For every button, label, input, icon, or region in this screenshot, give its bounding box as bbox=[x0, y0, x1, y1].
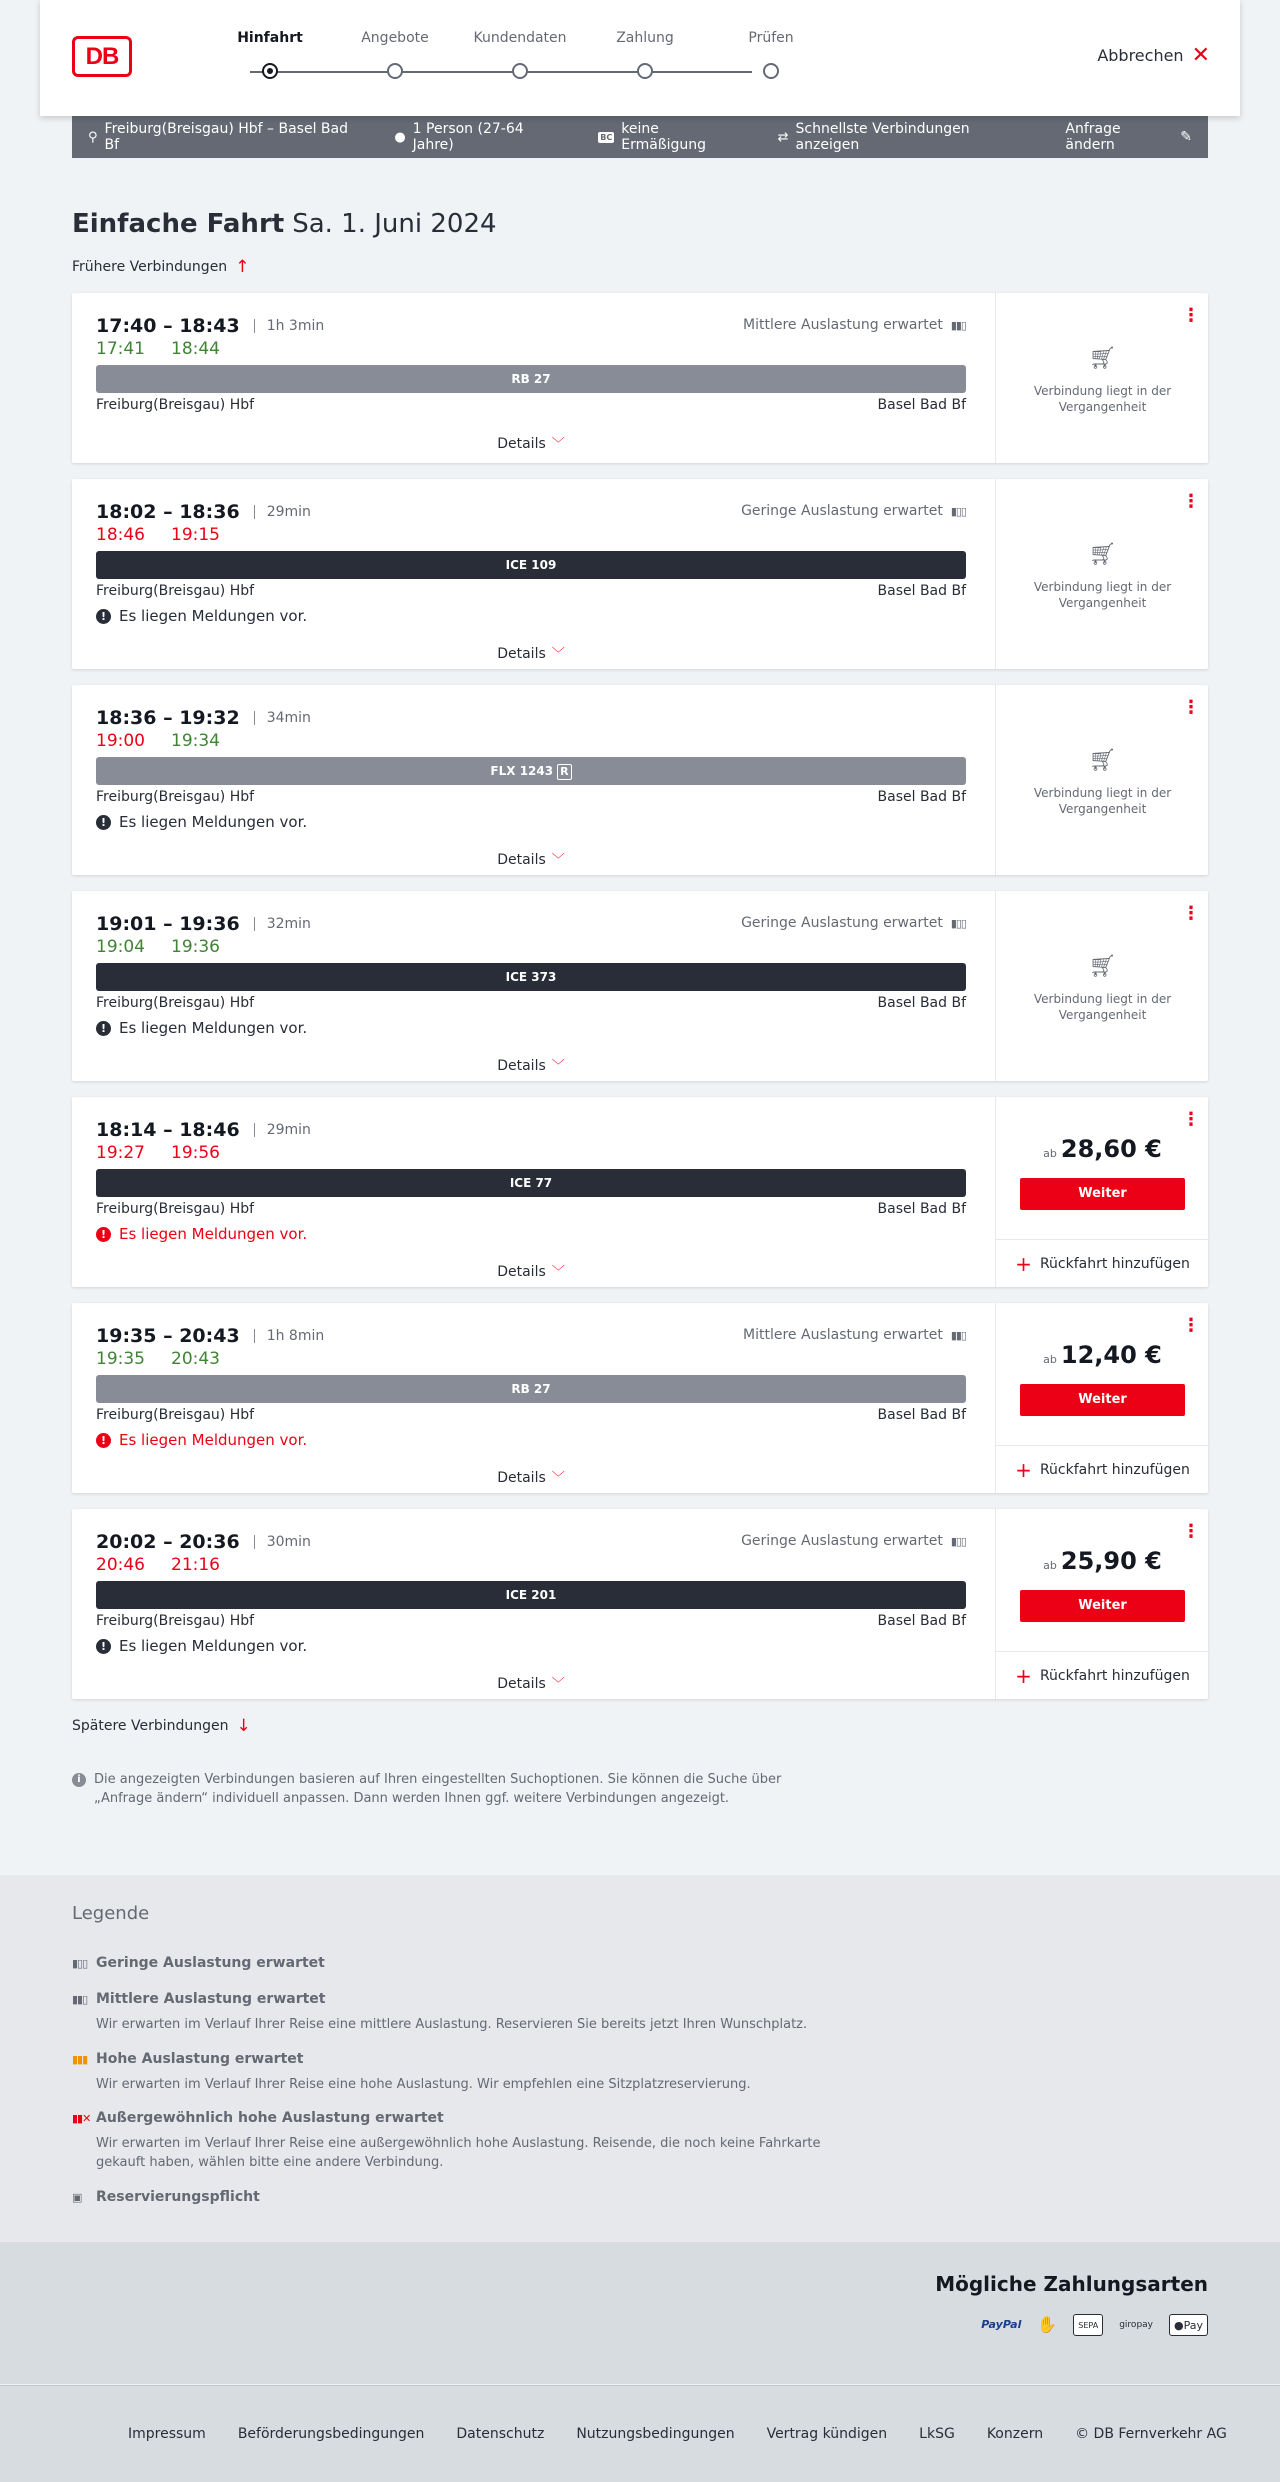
more-options-icon[interactable]: ⋮ bbox=[1182, 697, 1200, 718]
realtime-arrival: 20:43 bbox=[171, 1349, 220, 1369]
offer-panel bbox=[995, 293, 1208, 463]
realtime-times bbox=[96, 937, 220, 957]
more-options-icon[interactable]: ⋮ bbox=[1182, 305, 1200, 326]
train-bar[interactable]: ICE 201 bbox=[96, 1581, 966, 1609]
connection-info bbox=[96, 1303, 966, 1493]
connection-info bbox=[96, 685, 966, 875]
continue-button[interactable]: Weiter bbox=[1020, 1384, 1185, 1416]
low-load-icon: ▮▯▯ bbox=[72, 1956, 88, 1970]
chevron-down-icon: ﹀ bbox=[551, 853, 565, 868]
realtime-times bbox=[96, 1349, 220, 1369]
offer-panel bbox=[995, 1303, 1208, 1493]
destination-station: Basel Bad Bf bbox=[877, 397, 966, 413]
connection-card bbox=[72, 1303, 1208, 1493]
discount-summary: BC keine Ermäßigung bbox=[600, 121, 707, 153]
occupancy-info: Mittlere Auslastung erwartet ▮▮▯ bbox=[743, 317, 966, 333]
cart-unavailable-icon: 🛒︎ bbox=[1088, 346, 1117, 371]
add-return-button[interactable]: + Rückfahrt hinzufügen bbox=[996, 1445, 1209, 1493]
footer-link-konzern[interactable]: Konzern bbox=[986, 2426, 1044, 2442]
connection-card bbox=[72, 293, 1208, 463]
footer-link-datenschutz[interactable]: Datenschutz bbox=[456, 2426, 545, 2442]
origin-station: Freiburg(Breisgau) Hbf bbox=[96, 1613, 255, 1629]
details-toggle[interactable]: Details ﹀ bbox=[497, 646, 565, 662]
realtime-departure: 19:27 bbox=[96, 1143, 145, 1163]
message-notice[interactable]: ! Es liegen Meldungen vor. bbox=[96, 607, 307, 625]
step-dot-icon bbox=[262, 63, 278, 79]
message-notice[interactable]: ! Es liegen Meldungen vor. bbox=[96, 1637, 307, 1655]
duration: 30min bbox=[266, 1534, 311, 1550]
past-connection-note: 🛒︎ Verbindung liegt in der Vergangenheit bbox=[996, 547, 1209, 611]
applepay-icon: ●Pay bbox=[1169, 2314, 1208, 2336]
continue-button[interactable]: Weiter bbox=[1020, 1590, 1185, 1622]
step-dot-icon bbox=[387, 63, 403, 79]
alert-icon: ! bbox=[96, 1021, 111, 1036]
realtime-departure: 19:00 bbox=[96, 731, 145, 751]
progress-stepper bbox=[210, 28, 794, 88]
connection-info bbox=[96, 891, 966, 1081]
past-connection-note: 🛒︎ Verbindung liegt in der Vergangenheit bbox=[996, 753, 1209, 817]
scheduled-times: 18:14 – 18:46 29min bbox=[96, 1119, 311, 1141]
realtime-arrival: 19:56 bbox=[171, 1143, 220, 1163]
swap-arrows-icon: ⇄ bbox=[777, 129, 789, 145]
details-toggle[interactable]: Details ﹀ bbox=[497, 1264, 565, 1280]
realtime-times bbox=[96, 731, 220, 751]
db-logo[interactable]: DB bbox=[72, 36, 132, 77]
legend-item-low: ▮▯▯ Geringe Auslastung erwartet bbox=[72, 1955, 325, 1971]
footer-links bbox=[128, 2426, 1227, 2442]
scheduled-times: 18:02 – 18:36 29min bbox=[96, 501, 311, 523]
footer-link-lksg[interactable]: LkSG bbox=[919, 2426, 955, 2442]
sepa-icon: SEPA bbox=[1073, 2314, 1103, 2336]
scheduled-times: 19:35 – 20:43 1h 8min bbox=[96, 1325, 325, 1347]
duration: 32min bbox=[266, 916, 311, 932]
alert-icon: ! bbox=[96, 1433, 111, 1448]
realtime-times bbox=[96, 1143, 220, 1163]
realtime-times bbox=[96, 1555, 220, 1575]
card-tap-icon: ✋ bbox=[1037, 2315, 1058, 2334]
step-pruefen: Prüfen bbox=[711, 28, 831, 79]
origin-station: Freiburg(Breisgau) Hbf bbox=[96, 995, 255, 1011]
connection-card bbox=[72, 685, 1208, 875]
occupancy-info: Geringe Auslastung erwartet ▮▯▯ bbox=[741, 915, 966, 931]
footer bbox=[0, 2385, 1280, 2482]
footer-link-befoerderungsbedingungen[interactable]: Beförderungsbedingungen bbox=[237, 2426, 425, 2442]
offer-panel bbox=[995, 479, 1208, 669]
offer-panel bbox=[995, 891, 1208, 1081]
continue-button[interactable]: Weiter bbox=[1020, 1178, 1185, 1210]
destination-station: Basel Bad Bf bbox=[877, 995, 966, 1011]
offer-panel bbox=[995, 685, 1208, 875]
connection-card bbox=[72, 479, 1208, 669]
message-notice[interactable]: ! Es liegen Meldungen vor. bbox=[96, 1431, 307, 1449]
legend-item-reservation: ▣ Reservierungspflicht bbox=[72, 2189, 260, 2205]
connection-info bbox=[96, 293, 966, 463]
origin-station: Freiburg(Breisgau) Hbf bbox=[96, 789, 255, 805]
duration: 34min bbox=[266, 710, 311, 726]
scheduled-times: 18:36 – 19:32 34min bbox=[96, 707, 311, 729]
pencil-icon: ✎ bbox=[1180, 129, 1192, 145]
info-icon: i bbox=[72, 1773, 86, 1787]
details-toggle[interactable]: Details ﹀ bbox=[497, 852, 565, 868]
offer-panel bbox=[995, 1097, 1208, 1287]
legend-title: Legende bbox=[72, 1903, 150, 1924]
reservation-required-icon: ▣ bbox=[72, 2190, 82, 2204]
duration: 1h 3min bbox=[266, 318, 325, 334]
more-options-icon[interactable]: ⋮ bbox=[1182, 903, 1200, 924]
chevron-down-icon: ﹀ bbox=[551, 1265, 565, 1280]
scheduled-times: 17:40 – 18:43 1h 3min bbox=[96, 315, 325, 337]
scheduled-times: 19:01 – 19:36 32min bbox=[96, 913, 311, 935]
cancel-button[interactable] bbox=[1097, 42, 1210, 68]
stations bbox=[96, 1407, 966, 1423]
occupancy-info: Geringe Auslastung erwartet ▮▯▯ bbox=[741, 503, 966, 519]
reservation-required-icon: R bbox=[557, 764, 571, 780]
occupancy-icon: ▮▮▯ bbox=[950, 318, 966, 332]
realtime-departure: 19:04 bbox=[96, 937, 145, 957]
destination-station: Basel Bad Bf bbox=[877, 1201, 966, 1217]
step-dot-icon bbox=[512, 63, 528, 79]
realtime-arrival: 19:34 bbox=[171, 731, 220, 751]
later-connections-link[interactable]: Spätere Verbindungen ↓ bbox=[72, 1716, 251, 1736]
route-summary: ⚲ Freiburg(Breisgau) Hbf – Basel Bad Bf bbox=[88, 121, 348, 153]
chevron-down-icon: ﹀ bbox=[551, 1059, 565, 1074]
high-load-icon: ▮▮▮ bbox=[72, 2052, 88, 2066]
more-options-icon[interactable]: ⋮ bbox=[1182, 1109, 1200, 1130]
destination-station: Basel Bad Bf bbox=[877, 583, 966, 599]
more-options-icon[interactable]: ⋮ bbox=[1182, 1315, 1200, 1336]
edit-request-button[interactable]: Anfrage ändern ✎ bbox=[1065, 121, 1192, 153]
apple-icon: ● bbox=[1174, 2319, 1184, 2332]
payment-icons bbox=[981, 2314, 1208, 2336]
info-note: i Die angezeigten Verbindungen basieren auf Ihren eingestellten Suchoptionen. Sie können die Suche über „Anfrage ändern“ individuell anpassen. Dann werden Ihnen ggf. weitere Verbindungen angezeigt. bbox=[72, 1770, 842, 1808]
price: ab 28,60 € bbox=[1043, 1135, 1162, 1163]
origin-station: Freiburg(Breisgau) Hbf bbox=[96, 1407, 255, 1423]
more-options-icon[interactable]: ⋮ bbox=[1182, 1521, 1200, 1542]
stations bbox=[96, 1201, 966, 1217]
chevron-down-icon: ﹀ bbox=[551, 437, 565, 452]
plus-icon: + bbox=[1015, 1251, 1032, 1276]
search-summary-bar bbox=[72, 116, 1208, 158]
occupancy-info: Geringe Auslastung erwartet ▮▯▯ bbox=[741, 1533, 966, 1549]
step-zahlung: Zahlung bbox=[585, 28, 705, 79]
cart-unavailable-icon: 🛒︎ bbox=[1088, 748, 1117, 773]
chevron-down-icon: ﹀ bbox=[551, 647, 565, 662]
add-return-button[interactable]: + Rückfahrt hinzufügen bbox=[996, 1239, 1209, 1287]
alert-icon: ! bbox=[96, 815, 111, 830]
passenger-summary: ● 1 Person (27-64 Jahre) bbox=[394, 121, 524, 153]
occupancy-icon: ▮▯▯ bbox=[950, 1534, 966, 1548]
paypal-icon: PayPal bbox=[981, 2318, 1022, 2331]
bahncard-icon: BC bbox=[600, 132, 613, 142]
location-pin-icon: ⚲ bbox=[88, 129, 98, 145]
destination-station: Basel Bad Bf bbox=[877, 1407, 966, 1423]
alert-icon: ! bbox=[96, 1639, 111, 1654]
chevron-down-icon: ﹀ bbox=[551, 1677, 565, 1692]
extreme-load-icon: ▮▮✕ bbox=[72, 2111, 91, 2125]
stations bbox=[96, 1613, 966, 1629]
footer-link-vertrag-kuendigen[interactable]: Vertrag kündigen bbox=[766, 2426, 888, 2442]
train-bar[interactable]: ICE 77 bbox=[96, 1169, 966, 1197]
realtime-departure: 20:46 bbox=[96, 1555, 145, 1575]
stations bbox=[96, 789, 966, 805]
plus-icon: + bbox=[1015, 1457, 1032, 1482]
realtime-arrival: 19:15 bbox=[171, 525, 220, 545]
cart-unavailable-icon: 🛒︎ bbox=[1088, 954, 1117, 979]
add-return-button[interactable]: + Rückfahrt hinzufügen bbox=[996, 1651, 1209, 1699]
connection-card bbox=[72, 891, 1208, 1081]
step-dot-icon bbox=[637, 63, 653, 79]
step-hinfahrt: Hinfahrt bbox=[210, 28, 330, 79]
offer-panel bbox=[995, 1509, 1208, 1699]
plus-icon: + bbox=[1015, 1663, 1032, 1688]
medium-load-icon: ▮▮▯ bbox=[72, 1992, 88, 2006]
connection-card bbox=[72, 1097, 1208, 1287]
arrow-down-icon: ↓ bbox=[236, 1716, 251, 1736]
stations bbox=[96, 583, 966, 599]
alert-icon: ! bbox=[96, 1227, 111, 1242]
occupancy-info: Mittlere Auslastung erwartet ▮▮▯ bbox=[743, 1327, 966, 1343]
connection-card bbox=[72, 1509, 1208, 1699]
person-icon: ● bbox=[394, 129, 406, 145]
price: ab 25,90 € bbox=[1043, 1547, 1162, 1575]
origin-station: Freiburg(Breisgau) Hbf bbox=[96, 583, 255, 599]
price: ab 12,40 € bbox=[1043, 1341, 1162, 1369]
details-toggle[interactable]: Details ﹀ bbox=[497, 1470, 565, 1486]
details-toggle[interactable]: Details ﹀ bbox=[497, 1058, 565, 1074]
origin-station: Freiburg(Breisgau) Hbf bbox=[96, 1201, 255, 1217]
message-notice[interactable]: ! Es liegen Meldungen vor. bbox=[96, 813, 307, 831]
arrow-up-icon: ↑ bbox=[235, 257, 250, 277]
alert-icon: ! bbox=[96, 609, 111, 624]
legend-section bbox=[0, 1875, 1280, 2242]
duration: 29min bbox=[266, 504, 311, 520]
details-toggle[interactable]: Details ﹀ bbox=[497, 1676, 565, 1692]
chevron-down-icon: ﹀ bbox=[551, 1471, 565, 1486]
realtime-arrival: 18:44 bbox=[171, 339, 220, 359]
origin-station: Freiburg(Breisgau) Hbf bbox=[96, 397, 255, 413]
details-toggle[interactable]: Details ﹀ bbox=[497, 436, 565, 452]
past-connection-note: 🛒︎ Verbindung liegt in der Vergangenheit bbox=[996, 959, 1209, 1023]
realtime-arrival: 19:36 bbox=[171, 937, 220, 957]
realtime-departure: 18:46 bbox=[96, 525, 145, 545]
payment-title: Mögliche Zahlungsarten bbox=[935, 2272, 1208, 2296]
legend-item-medium: ▮▮▯ Mittlere Auslastung erwartet Wir erwarten im Verlauf Ihrer Reise eine mittlere Auslastung. Reservieren Sie bereits jetzt Ihren Wunschplatz. bbox=[72, 1991, 808, 2032]
destination-station: Basel Bad Bf bbox=[877, 1613, 966, 1629]
step-dot-icon bbox=[763, 63, 779, 79]
occupancy-icon: ▮▮▯ bbox=[950, 1328, 966, 1342]
giropay-icon: giropay bbox=[1119, 2320, 1153, 2330]
more-options-icon[interactable]: ⋮ bbox=[1182, 491, 1200, 512]
message-notice[interactable]: ! Es liegen Meldungen vor. bbox=[96, 1225, 307, 1243]
occupancy-icon: ▮▯▯ bbox=[950, 504, 966, 518]
train-bar[interactable]: RB 27 bbox=[96, 1375, 966, 1403]
close-icon: ✕ bbox=[1191, 42, 1210, 68]
train-bar[interactable]: ICE 109 bbox=[96, 551, 966, 579]
connection-info bbox=[96, 479, 966, 669]
realtime-departure: 19:35 bbox=[96, 1349, 145, 1369]
connection-info bbox=[96, 1097, 966, 1287]
duration: 1h 8min bbox=[266, 1328, 325, 1344]
past-connection-note: 🛒︎ Verbindung liegt in der Vergangenheit bbox=[996, 351, 1209, 415]
realtime-departure: 17:41 bbox=[96, 339, 145, 359]
legend-item-extreme: ▮▮✕ Außergewöhnlich hohe Auslastung erwartet Wir erwarten im Verlauf Ihrer Reise eine außergewöhnlich hohe Auslastung. Reisende, die noch keine Fahrkarte gekauft haben, wählen bitte eine andere Verbindung. bbox=[72, 2110, 821, 2170]
cancel-label: Abbrechen bbox=[1097, 46, 1184, 65]
page-title: Einfache Fahrt Sa. 1. Juni 2024 bbox=[72, 209, 497, 239]
connection-info bbox=[96, 1509, 966, 1699]
footer-link-impressum[interactable]: Impressum bbox=[128, 2426, 206, 2442]
scheduled-times: 20:02 – 20:36 30min bbox=[96, 1531, 311, 1553]
message-notice[interactable]: ! Es liegen Meldungen vor. bbox=[96, 1019, 307, 1037]
cart-unavailable-icon: 🛒︎ bbox=[1088, 542, 1117, 567]
earlier-connections-link[interactable]: Frühere Verbindungen ↑ bbox=[72, 257, 250, 277]
step-kundendaten: Kundendaten bbox=[460, 28, 580, 79]
step-angebote: Angebote bbox=[335, 28, 455, 79]
payment-section bbox=[0, 2242, 1280, 2384]
fastest-summary: ⇄ Schnellste Verbindungen anzeigen bbox=[777, 121, 970, 153]
realtime-times bbox=[96, 525, 220, 545]
footer-copyright: © DB Fernverkehr AG bbox=[1075, 2426, 1227, 2442]
stations bbox=[96, 995, 966, 1011]
duration: 29min bbox=[266, 1122, 311, 1138]
header bbox=[40, 0, 1240, 116]
footer-link-nutzungsbedingungen[interactable]: Nutzungsbedingungen bbox=[576, 2426, 735, 2442]
train-bar[interactable]: FLX 1243 R bbox=[96, 757, 966, 785]
stations bbox=[96, 397, 966, 413]
train-bar[interactable]: RB 27 bbox=[96, 365, 966, 393]
legend-item-high: ▮▮▮ Hohe Auslastung erwartet Wir erwarten im Verlauf Ihrer Reise eine hohe Auslastung. Wir empfehlen eine Sitzplatzreservierung. bbox=[72, 2051, 751, 2092]
realtime-times bbox=[96, 339, 220, 359]
realtime-arrival: 21:16 bbox=[171, 1555, 220, 1575]
occupancy-icon: ▮▯▯ bbox=[950, 916, 966, 930]
train-bar[interactable]: ICE 373 bbox=[96, 963, 966, 991]
destination-station: Basel Bad Bf bbox=[877, 789, 966, 805]
